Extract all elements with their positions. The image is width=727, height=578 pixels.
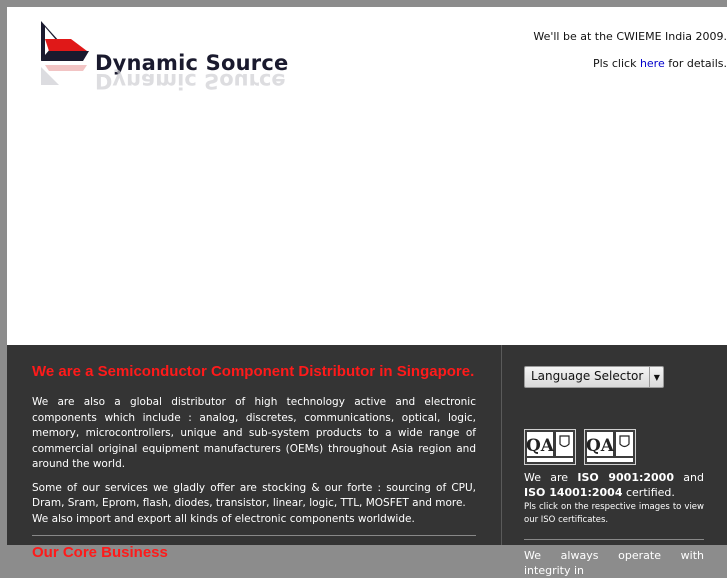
logo-reflection: Dynamic Source: [95, 69, 286, 93]
section-divider: [32, 535, 476, 536]
iso-we: We are: [524, 471, 578, 484]
page-headline: We are a Semiconductor Component Distributor in Singapore.: [32, 363, 475, 380]
iso-certified: certified.: [622, 486, 675, 499]
iso-14001-label: ISO 14001:2004: [524, 486, 623, 499]
svg-text:QA: QA: [526, 436, 554, 456]
chevron-down-icon: ▼: [649, 367, 663, 387]
logo-text: Dynamic Source: [95, 51, 289, 75]
iso-note: Pls click on the respective images to view our ISO certificates.: [524, 502, 704, 525]
news-details-link[interactable]: here: [639, 57, 665, 70]
qa-certification-icon: [585, 430, 635, 464]
services-text: Some of our services we gladly offer are stocking & our forte : sourcing of CPU, Dram, Sram, Eprom, flash, diodes, transistor, linear, logic, TTL, MOSFET and more.: [32, 481, 476, 509]
intro-paragraph: We are also a global distributor of high technology active and electronic components which include : analog, discretes, communications, optical, logic, memory, microcontrollers, unique and sub-system products to a wide range of commercial original equipment manufacturers (OEMs) throughout Asia region and around the world.: [32, 396, 476, 470]
content-panel: [7, 345, 727, 577]
iso-certification-text: [524, 470, 704, 578]
logo-mark-icon: [37, 17, 97, 89]
core-business-heading: Our Core Business: [32, 544, 168, 561]
news-details-line: [533, 57, 727, 70]
iso-statement: [524, 470, 704, 500]
news-line: We'll be at the CWIEME India 2009.: [533, 30, 727, 43]
services-paragraph: [32, 481, 476, 528]
news-prefix: Pls click: [592, 57, 640, 70]
iso-badges: [524, 429, 636, 465]
sidebar: [524, 365, 704, 577]
logo[interactable]: [37, 17, 327, 92]
iso-9001-badge[interactable]: [524, 429, 576, 465]
import-export-text: We also import and export all kinds of electronic components worldwide.: [32, 512, 415, 525]
column-divider: [501, 345, 502, 545]
language-selector[interactable]: [524, 366, 664, 388]
sidebar-divider: [524, 539, 704, 540]
iso-14001-badge[interactable]: [584, 429, 636, 465]
qa-certification-icon: [525, 430, 575, 464]
svg-text:QA: QA: [586, 436, 614, 456]
main-column: [32, 363, 476, 561]
iso-and: and: [674, 471, 704, 484]
news-announcement: [533, 30, 727, 84]
integrity-statement: We always operate with integrity in: [524, 549, 704, 577]
page: [7, 7, 727, 577]
news-suffix: for details.: [664, 57, 727, 70]
iso-9001-label: ISO 9001:2000: [577, 471, 674, 484]
language-selector-label: Language Selector: [531, 369, 644, 383]
